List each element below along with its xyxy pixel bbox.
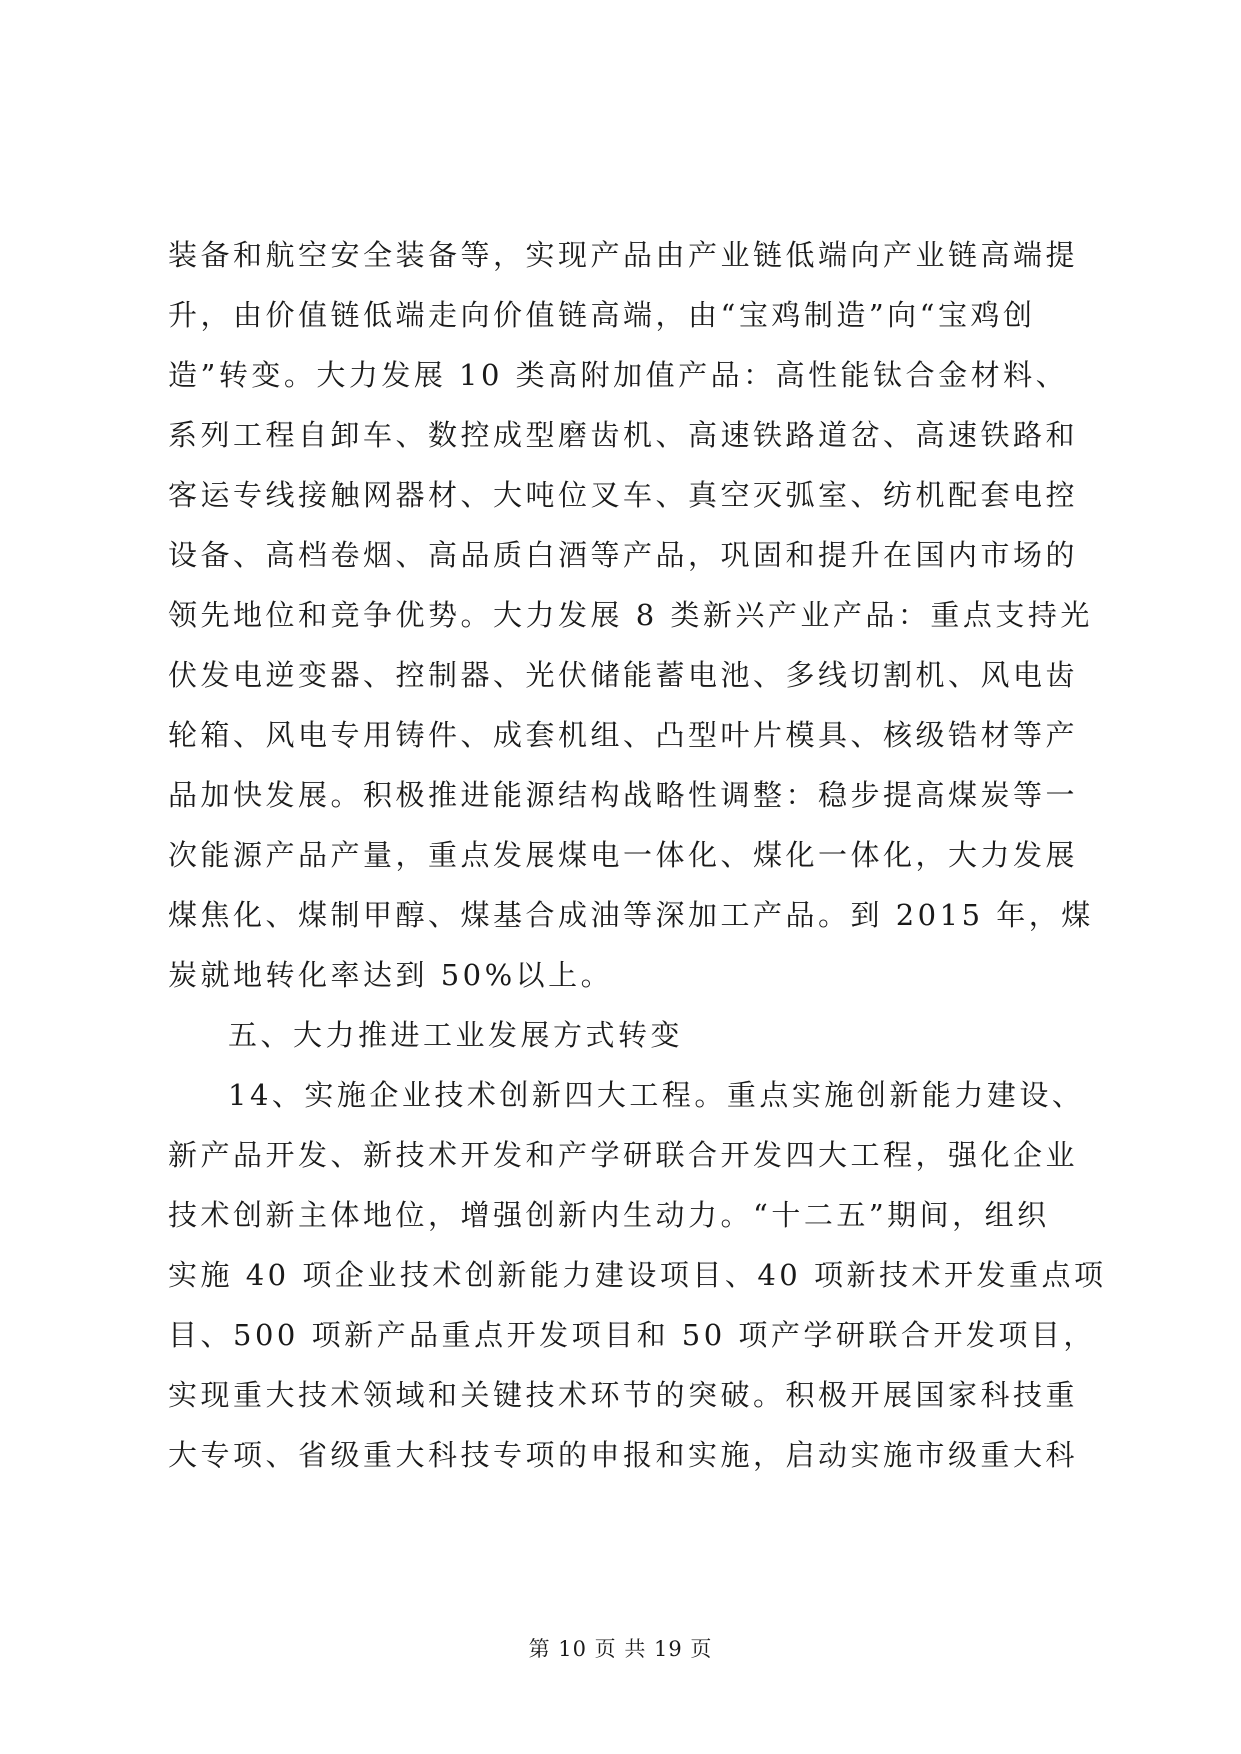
body-line: 大专项、省级重大科技专项的申报和实施，启动实施市级重大科 <box>168 1438 1079 1472</box>
body-line: 实现重大技术领域和关键技术环节的突破。积极开展国家科技重 <box>168 1378 1079 1412</box>
body-line: 新产品开发、新技术开发和产学研联合开发四大工程，强化企业 <box>168 1138 1079 1172</box>
body-line: 系列工程自卸车、数控成型磨齿机、高速铁路道岔、高速铁路和 <box>168 418 1079 452</box>
body-line: 技术创新主体地位，增强创新内生动力。“十二五”期间，组织 <box>168 1198 1050 1232</box>
body-line: 领先地位和竞争优势。大力发展 8 类新兴产业产品：重点支持光 <box>168 598 1093 632</box>
body-line: 实施 40 项企业技术创新能力建设项目、40 项新技术开发重点项 <box>168 1258 1107 1292</box>
document-body <box>168 225 1107 1485</box>
body-line: 升，由价值链低端走向价值链高端，由“宝鸡制造”向“宝鸡创 <box>168 298 1036 332</box>
body-line: 目、500 项新产品重点开发项目和 50 项产学研联合开发项目， <box>168 1318 1096 1352</box>
body-line: 炭就地转化率达到 50%以上。 <box>168 958 614 992</box>
body-line: 造”转变。大力发展 10 类高附加值产品：高性能钛合金材料、 <box>168 358 1069 392</box>
body-line: 装备和航空安全装备等，实现产品由产业链低端向产业链高端提 <box>168 238 1079 272</box>
body-line: 14、实施企业技术创新四大工程。重点实施创新能力建设、 <box>228 1078 1085 1112</box>
body-line: 品加快发展。积极推进能源结构战略性调整：稳步提高煤炭等一 <box>168 778 1079 812</box>
body-line: 设备、高档卷烟、高品质白酒等产品，巩固和提升在国内市场的 <box>168 538 1079 572</box>
body-line: 次能源产品产量，重点发展煤电一体化、煤化一体化，大力发展 <box>168 838 1079 872</box>
body-line: 伏发电逆变器、控制器、光伏储能蓄电池、多线切割机、风电齿 <box>168 658 1079 692</box>
section-heading: 五、大力推进工业发展方式转变 <box>228 1018 684 1052</box>
body-line: 煤焦化、煤制甲醇、煤基合成油等深加工产品。到 2015 年，煤 <box>168 898 1094 932</box>
body-line: 客运专线接触网器材、大吨位叉车、真空灭弧室、纺机配套电控 <box>168 478 1079 512</box>
body-line: 轮箱、风电专用铸件、成套机组、凸型叶片模具、核级锆材等产 <box>168 718 1079 752</box>
page-number-footer: 第 10 页 共 19 页 <box>528 1637 713 1661</box>
